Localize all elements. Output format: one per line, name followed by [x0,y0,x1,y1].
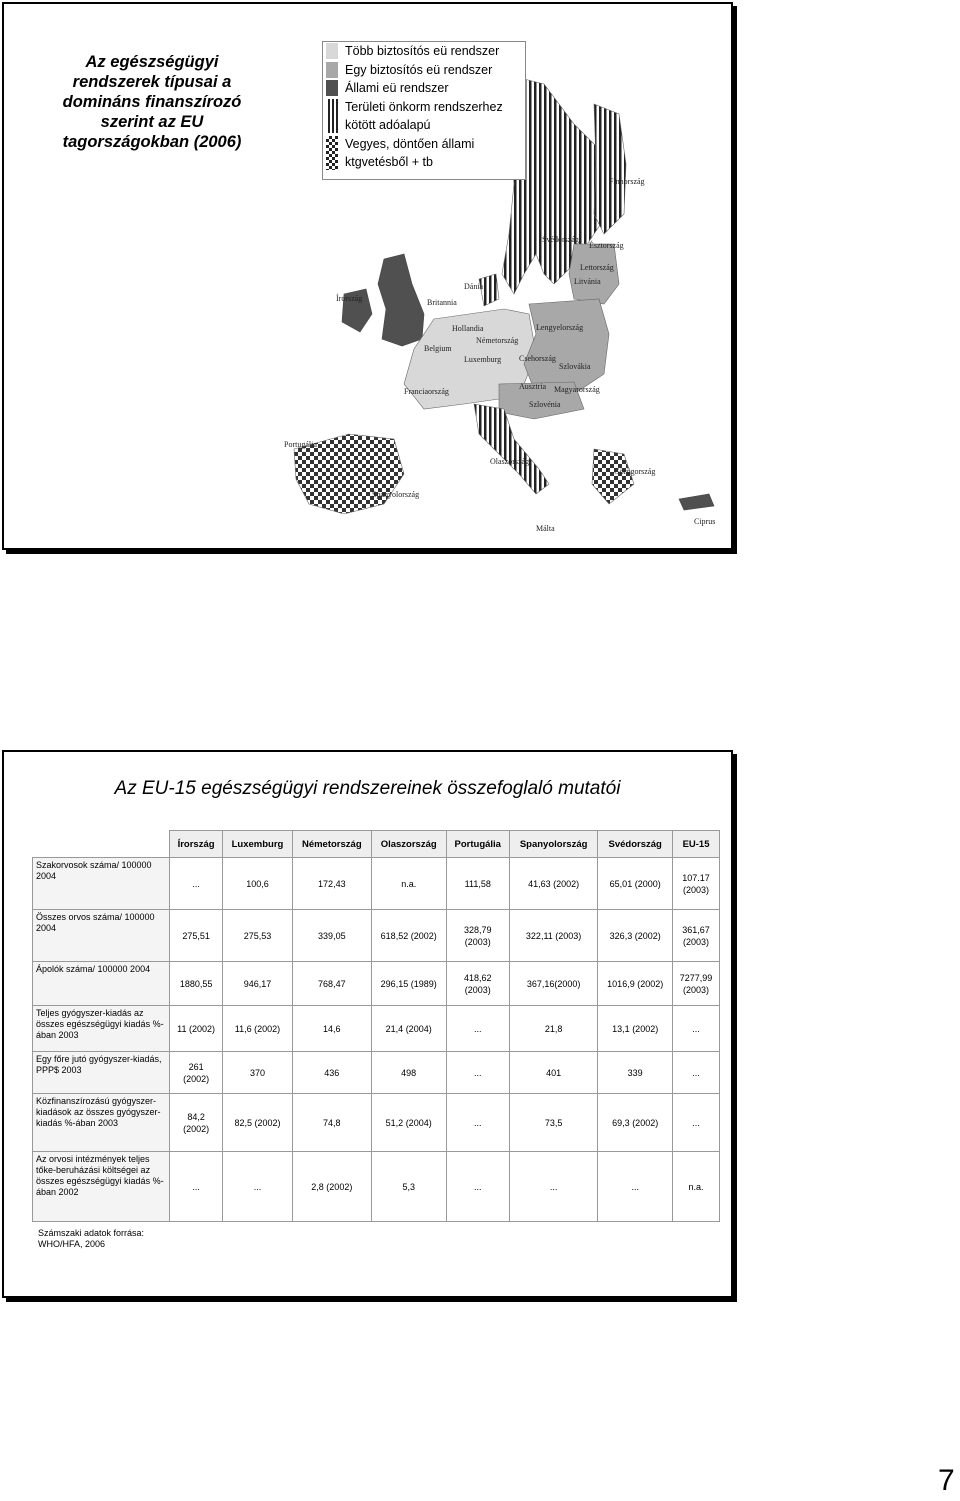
table-cell: ... [170,1152,223,1222]
table-cell: ... [673,1006,720,1052]
table-row [33,1152,720,1222]
column-header: Írország [170,831,223,858]
legend-label: Területi önkorm rendszerhez kötött adóalapú [345,99,503,132]
page-number: 7 [938,1464,955,1497]
table-cell: 5,3 [371,1152,446,1222]
table-cell: 65,01 (2000) [598,858,673,910]
table-cell: 261 (2002) [170,1052,223,1094]
slide1-title: Az egészségügyi rendszerek típusai a domináns finanszírozó szerint az EU tagországokban (2006) [62,53,242,151]
indicators-table [32,830,720,1222]
table-cell: 418,62 (2003) [446,962,509,1006]
table-row [33,1052,720,1094]
table-cell: 322,11 (2003) [509,910,597,962]
map-label-sweden: Svédország [542,235,579,244]
map-label-slovakia: Szlovákia [559,362,591,371]
table-row [33,910,720,962]
table-cell: 111,58 [446,858,509,910]
table-cell: 339,05 [292,910,371,962]
row-label: Egy főre jutó gyógyszer-kiadás, PPP$ 2003 [33,1052,170,1094]
table-cell: ... [598,1152,673,1222]
legend-label: Vegyes, döntően állami ktgvetésből + tb [345,136,475,169]
map-label-france: Franciaország [404,387,449,396]
map-label-czechia: Csehország [519,354,556,363]
row-label: Az orvosi intézmények teljes tőke-beruházási költségei az összes egészségügyi kiadás %-ában 2002 [33,1152,170,1222]
map-label-slovenia: Szlovénia [529,400,561,409]
map-label-finland: Finnország [609,177,645,186]
table-cell: 73,5 [509,1094,597,1152]
map-label-denmark: Dánia [464,282,484,291]
table-row [33,858,720,910]
table-row [33,1006,720,1052]
table-cell: 296,15 (1989) [371,962,446,1006]
map-label-hungary: Magyarország [554,385,600,394]
table-cell: 7277,99 (2003) [673,962,720,1006]
medium-gray-swatch [326,62,338,78]
table-cell: ... [446,1052,509,1094]
table-cell: 11 (2002) [170,1006,223,1052]
table-cell: 84,2 (2002) [170,1094,223,1152]
table-cell: 328,79 (2003) [446,910,509,962]
table-cell: ... [446,1006,509,1052]
table-cell: 11,6 (2002) [223,1006,293,1052]
legend-item [323,98,525,135]
table-cell: 2,8 (2002) [292,1152,371,1222]
map-label-belgium: Belgium [424,344,452,353]
legend-item [323,61,525,80]
map-label-cyprus: Ciprus [694,517,716,526]
legend-label: Több biztosítós eü rendszer [345,44,500,58]
table-cell: 401 [509,1052,597,1094]
legend-label: Egy biztosítós eü rendszer [345,62,493,77]
table-cell: 74,8 [292,1094,371,1152]
map-label-latvia: Lettország [580,263,614,272]
table-cell: 41,63 (2002) [509,858,597,910]
legend-item [323,79,525,98]
row-label: Összes orvos száma/ 100000 2004 [33,910,170,962]
map-region-greece [592,449,634,504]
map-label-greece: Görögország [614,467,656,476]
header-empty [33,831,170,858]
map-label-poland: Lengyelország [536,323,584,332]
map-label-estonia: Észtország [589,241,624,250]
legend-item [323,135,525,172]
map-region-finland [594,104,626,234]
map-label-malta: Málta [536,524,555,533]
table-cell: 370 [223,1052,293,1094]
table-header-row [33,831,720,858]
map-label-austria: Ausztria [519,382,547,391]
column-header: Portugália [446,831,509,858]
column-header: Németország [292,831,371,858]
table-cell: 946,17 [223,962,293,1006]
map-label-netherlands: Hollandia [452,324,484,333]
table-cell: ... [673,1052,720,1094]
map-region-cyprus [679,494,714,510]
table-cell: ... [446,1094,509,1152]
table-cell: ... [509,1152,597,1222]
map-label-ireland: Írország [336,294,363,303]
map-label-italy: Olaszország [490,457,530,466]
table-cell: 436 [292,1052,371,1094]
checkerboard-swatch [326,136,338,170]
table-cell: 69,3 (2002) [598,1094,673,1152]
row-label: Teljes gyógyszer-kiadás az összes egészségügyi kiadás %-ában 2003 [33,1006,170,1052]
slide2-title: Az EU-15 egészségügyi rendszereinek összefoglaló mutatói [114,778,621,799]
column-header: Spanyolország [509,831,597,858]
table-cell: 107.17 (2003) [673,858,720,910]
map-label-spain: Spanyolország [372,490,420,499]
table-cell: ... [170,858,223,910]
table-cell: ... [223,1152,293,1222]
table-cell: n.a. [371,858,446,910]
table-cell: 13,1 (2002) [598,1006,673,1052]
column-header: EU-15 [673,831,720,858]
source-note: Számszaki adatok forrása: WHO/HFA, 2006 [38,1228,145,1249]
table-cell: 367,16(2000) [509,962,597,1006]
light-gray-swatch [326,43,338,59]
table-cell: 275,53 [223,910,293,962]
table-cell: 361,67 (2003) [673,910,720,962]
table-cell: ... [446,1152,509,1222]
legend-label: Állami eü rendszer [345,81,449,95]
table-cell: 768,47 [292,962,371,1006]
table-cell: 100,6 [223,858,293,910]
slide-map [2,2,733,550]
legend-item [323,42,525,61]
table-cell: ... [673,1094,720,1152]
map-legend [322,41,526,180]
table-row [33,962,720,1006]
map-region-baltics [569,244,619,304]
map-region-britain [378,254,424,346]
table-cell: 82,5 (2002) [223,1094,293,1152]
table-row [33,1094,720,1152]
column-header: Svédország [598,831,673,858]
table-cell: 172,43 [292,858,371,910]
row-label: Közfinanszírozású gyógyszer-kiadások az összes gyógyszer-kiadás %-ában 2003 [33,1094,170,1152]
map-label-luxembourg: Luxemburg [464,355,502,364]
stripes-swatch [326,99,338,133]
table-cell: 1016,9 (2002) [598,962,673,1006]
column-header: Luxemburg [223,831,293,858]
slide-indicators [2,750,733,1298]
table-cell: 618,52 (2002) [371,910,446,962]
table-cell: 498 [371,1052,446,1094]
table-cell: 339 [598,1052,673,1094]
row-label: Ápolók száma/ 100000 2004 [33,962,170,1006]
table-cell: 1880,55 [170,962,223,1006]
row-label: Szakorvosok száma/ 100000 2004 [33,858,170,910]
map-region-east [524,299,609,394]
table-cell: n.a. [673,1152,720,1222]
table-cell: 51,2 (2004) [371,1094,446,1152]
map-label-germany: Németország [476,336,519,345]
table-cell: 14,6 [292,1006,371,1052]
table-cell: 275,51 [170,910,223,962]
table-cell: 326,3 (2002) [598,910,673,962]
map-label-lithuania: Litvánia [574,277,601,286]
table-cell: 21,8 [509,1006,597,1052]
dark-gray-swatch [326,80,338,96]
map-label-portugal: Portugália [284,440,317,449]
column-header: Olaszország [371,831,446,858]
map-label-britain: Britannia [427,298,457,307]
table-cell: 21,4 (2004) [371,1006,446,1052]
